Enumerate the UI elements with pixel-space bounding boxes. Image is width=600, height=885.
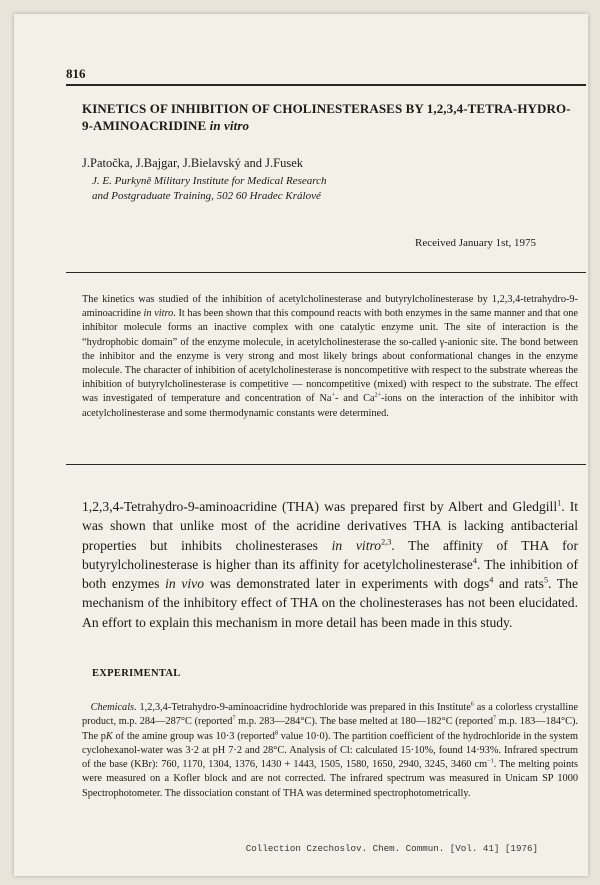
abstract-sup-2: 2+ [374, 392, 382, 399]
intro-ref-5: 5 [543, 575, 549, 585]
abstract-text-1: The kinetics was studied of the inhibition of acetylcholinesterase and butyrylcholinesterase by 1,2,3,4-tetrahydro-9-aminoacridine [82, 294, 578, 320]
intro-text-4: . The inhibition of both enzymes [82, 556, 578, 592]
exp-text-3: m.p. 283—284°C). The base melted at 180—182°C (reported [235, 716, 493, 728]
exp-ref-2: 7 [232, 714, 236, 722]
exp-text-1: 1,2,3,4-Tetrahydro-9-aminoacridine hydrochloride was prepared in this Institute [136, 702, 471, 713]
exp-italic-k: K [105, 730, 113, 742]
intro-ref-3: 4 [472, 556, 477, 566]
exp-text-6: value 10·0). The partition coefficient of the hydrochloride in the system cyclohexanol-water was 3·2 at pH 7·2 and 28°C. Analysis of Cl: calculated 15·10%, found 14·93%. Infrared spectrum of the base (KBr): 760, 1170, 1304, 1376, 1430 + 1443, 1505, 1580, 1650, 2940, 3245, 3460 cm [82, 730, 579, 771]
experimental-paragraph [82, 701, 578, 801]
exp-ref-1: 6 [470, 700, 474, 708]
abstract-sup-1: + [331, 392, 335, 399]
intro-ref-4: 4 [489, 575, 494, 585]
abstract-text-3: - and Ca [334, 393, 375, 405]
section-heading-experimental: EXPERIMENTAL [92, 668, 181, 679]
page-number: 816 [66, 66, 86, 81]
abstract [82, 293, 578, 421]
experimental-lead: Chemicals. [90, 702, 137, 713]
received-date: Received January 1st, 1975 [415, 237, 536, 249]
exp-ref-4: 8 [274, 729, 279, 737]
introduction-paragraph [82, 497, 578, 632]
title-italic: in vitro [209, 118, 250, 133]
intro-italic-1: in vitro [331, 537, 382, 553]
affiliation-line-2: and Postgraduate Training, 502 60 Hradec Králové [92, 190, 321, 202]
intro-text-3: . The affinity of THA for butyrylcholinesterase is higher than its affinity for acetylcholinesterase [82, 537, 578, 572]
abstract-bottom-rule [66, 464, 586, 465]
journal-footer: Collection Czechoslov. Chem. Commun. [Vol. 41] [1976] [245, 843, 538, 854]
exp-text-7: . The melting points were measured on a Kofler block and are not corrected. The infrared spectrum was measured in Unicam SP 1000 Spectrophotometer. The dissociation constant of THA was determined spectrophotometrically. [82, 759, 578, 799]
intro-ref-2: 2,3 [381, 537, 392, 547]
article-title [82, 100, 577, 134]
intro-italic-2: in vivo [165, 576, 205, 592]
title-main: KINETICS OF INHIBITION OF CHOLINESTERASES BY 1,2,3,4-TETRA-HYDRO-9-AMINOACRIDINE [82, 101, 571, 133]
exp-ref-3: 7 [493, 714, 497, 722]
intro-text-1: 1,2,3,4-Tetrahydro-9-aminoacridine (THA) was prepared first by Albert and Gledgill [82, 499, 558, 514]
abstract-text-2: . It has been shown that this compound reacts with both enzymes in the same manner and that one inhibitor molecule forms an inactive complex with one catalytic enzyme unit. The site of interaction is the “hydrophobic domain” of the enzyme molecule, in acetylcholinesterase the so-called γ-anionic site. The bond between the inhibitor and the enzyme is very strong and most likely brings about conformational changes in the enzyme molecule. The character of inhibition of acetylcholinesterase is noncompetitive with respect to the substrate whereas the inhibition of butyrylcholinesterase is competitive — noncompetitive (mixed) with respect to the substrate. The effect was investigated of temperature and concentration of Na [82, 308, 578, 405]
exp-sup-cm: −1 [487, 757, 494, 765]
intro-text-2: . It was shown that unlike most of the acridine derivatives THA is lacking antibacterial properties but inhibits cholinesterases [82, 499, 578, 553]
affiliation [92, 174, 532, 204]
abstract-top-rule [66, 272, 586, 273]
abstract-italic: in vitro [143, 308, 174, 320]
exp-text-5: of the amine group was 10·3 (reported [112, 730, 275, 742]
intro-text-6: and rats [493, 576, 544, 592]
intro-text-7: . The mechanism of the inhibitory effect of THA on the cholinesterases has not been elucidated. An effort to explain this mechanism in more detail has been made in this study. [82, 576, 578, 630]
authors: J.Patočka, J.Bajgar, J.Bielavský and J.Fusek [82, 156, 304, 170]
exp-text-2: as a colorless crystalline product, m.p. 284—287°C (reported [82, 702, 578, 728]
intro-ref-1: 1 [557, 498, 562, 508]
exp-text-4: m.p. 183—184°C). The p [82, 716, 578, 742]
affiliation-line-1: J. E. Purkyně Military Institute for Medical Research [92, 175, 327, 187]
abstract-text-4: -ions on the interaction of the inhibitor with acetylcholinesterase and some thermodynamic constants were determined. [82, 393, 578, 419]
header-rule [66, 84, 586, 86]
intro-text-5: was demonstrated later in experiments with dogs [204, 576, 490, 592]
page [14, 14, 588, 876]
